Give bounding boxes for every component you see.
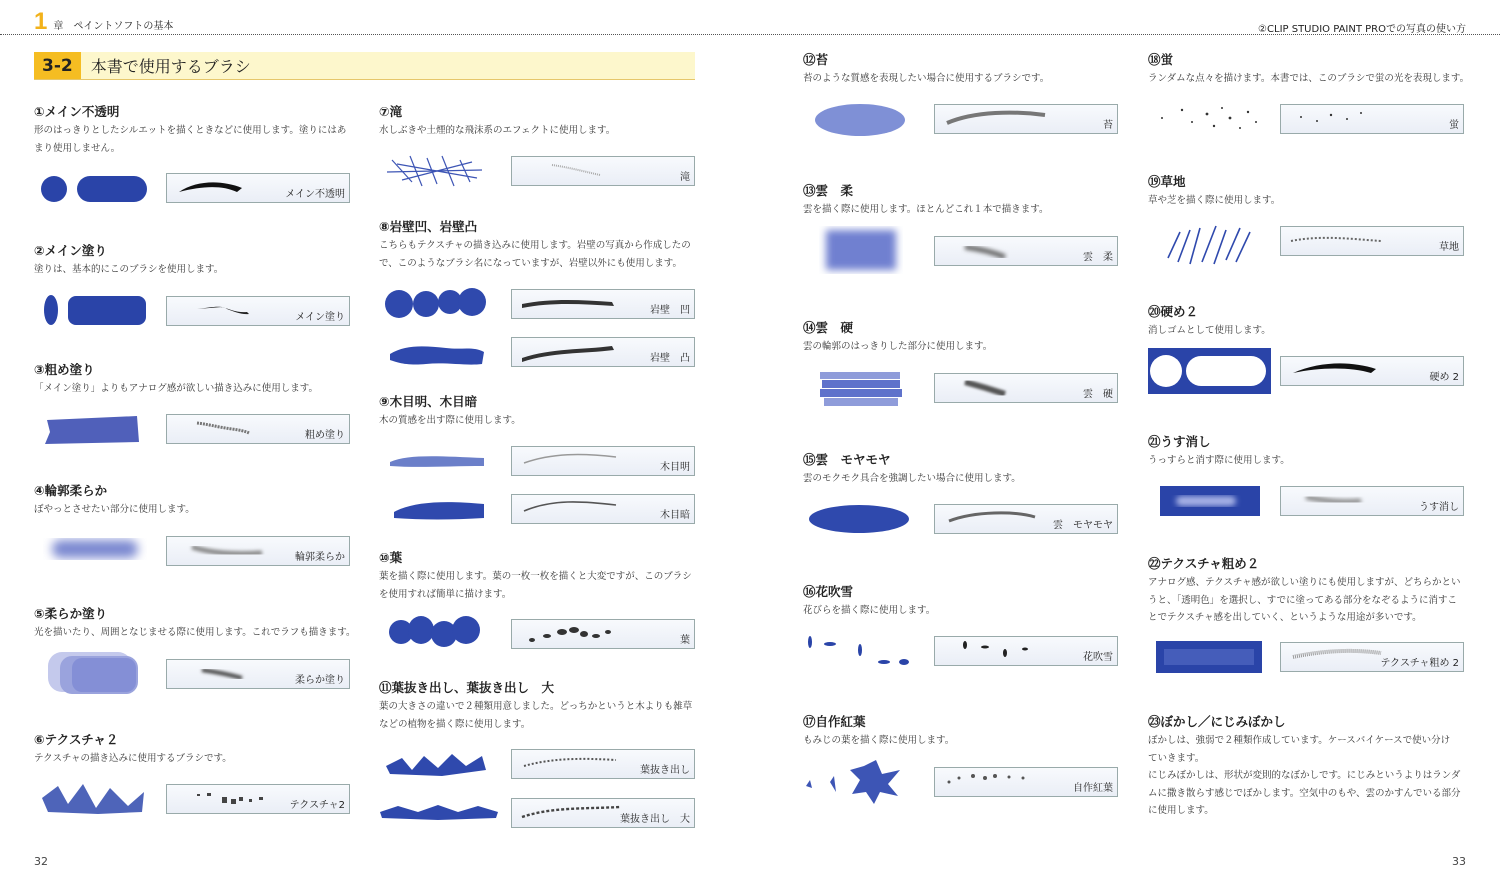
- stroke-preview-label: 岩壁 凸: [650, 353, 690, 364]
- stroke-preview-label: 雲 柔: [1083, 252, 1113, 263]
- brush-entry: [803, 181, 1143, 219]
- stroke-preview: [511, 337, 695, 367]
- brush-entry: [34, 481, 364, 519]
- chapter-number: 1: [34, 8, 48, 35]
- header-divider: [0, 34, 1500, 35]
- stroke-preview-label: 草地: [1439, 242, 1459, 253]
- brush-title: ⑯花吹雪: [803, 584, 854, 599]
- stroke-preview: [511, 749, 695, 779]
- brush-entry: [1148, 302, 1478, 340]
- brush-desc: ぼかしは、強弱で２種類作成しています。ケースバイケースで使い分け ていきます。 にじみぼかしは、形状が変則的なぼかしです。にじみというよりはランダ ムに撒き散らす感じでぼかします。空気中のもや、雲のかすんでいる部分 に使用します。: [1148, 735, 1461, 816]
- brush-desc: 木の質感を出す際に使用します。: [379, 415, 521, 426]
- brush-entry: [379, 548, 709, 603]
- stroke-preview-label: 粗め塗り: [305, 430, 345, 441]
- brush-sample: [388, 450, 488, 470]
- stroke-preview: [511, 446, 695, 476]
- brush-entry: [1148, 172, 1478, 210]
- chapter-word: 章: [53, 21, 64, 32]
- brush-title: ⑥テクスチャ２: [34, 732, 119, 747]
- stroke-preview-label: 自作紅葉: [1073, 783, 1113, 794]
- brush-title: ⑪葉抜き出し、葉抜き出し 大: [379, 680, 555, 695]
- stroke-preview-label: 雲 硬: [1083, 389, 1113, 400]
- stroke-preview: [934, 104, 1118, 134]
- stroke-preview: [511, 156, 695, 186]
- brush-sample: [38, 778, 150, 818]
- brush-entry: [803, 450, 1143, 488]
- brush-desc: ランダムな点々を描けます。本書では、このブラシで蛍の光を表現します。: [1148, 73, 1470, 84]
- stroke-preview-label: 雲 モヤモヤ: [1053, 520, 1113, 531]
- brush-desc: 苔のような質感を表現したい場合に使用するブラシです。: [803, 73, 1050, 84]
- stroke-preview: [1280, 486, 1464, 516]
- brush-entry: [803, 50, 1143, 88]
- stroke-preview: [1280, 356, 1464, 386]
- stroke-preview-label: テクスチャ粗め 2: [1380, 658, 1459, 669]
- section-number: 3-2: [34, 52, 81, 79]
- stroke-preview: [511, 289, 695, 319]
- brush-title: ㉑うす消し: [1148, 434, 1211, 449]
- stroke-preview-label: 蛍: [1449, 120, 1459, 131]
- brush-sample: [384, 282, 488, 326]
- stroke-preview-label: 硬め 2: [1429, 372, 1459, 383]
- stroke-preview: [934, 636, 1118, 666]
- brush-title: ⑤柔らか塗り: [34, 606, 108, 621]
- brush-sample: [42, 412, 142, 448]
- brush-entry: [34, 360, 364, 398]
- stroke-preview-label: 木目明: [660, 462, 690, 473]
- brush-desc: 葉の大きさの違いで２種類用意しました。どっちかというと木よりも雑草 などの植物を描く際に使用します。: [379, 701, 693, 730]
- brush-desc: 形のはっきりとしたシルエットを描くときなどに使用します。塗りにはあ まり使用しません。: [34, 125, 347, 154]
- stroke-preview-label: 葉: [680, 635, 690, 646]
- brush-entry: [803, 318, 1143, 356]
- brush-desc: 雲の輪郭のはっきりした部分に使用します。: [803, 341, 993, 352]
- brush-title: ④輪郭柔らか: [34, 483, 108, 498]
- brush-entry: [379, 102, 709, 140]
- brush-entry: [1148, 50, 1478, 88]
- stroke-preview: [511, 798, 695, 828]
- brush-sample: [804, 756, 916, 806]
- stroke-preview-label: 苔: [1103, 120, 1113, 131]
- brush-entry: [803, 712, 1143, 750]
- brush-title: ⑨木目明、木目暗: [379, 394, 478, 409]
- brush-sample: [816, 368, 904, 412]
- brush-sample: [804, 628, 916, 672]
- brush-desc: もみじの葉を描く際に使用します。: [803, 735, 955, 746]
- brush-title: ⑦滝: [379, 104, 403, 119]
- brush-desc: テクスチャの描き込みに使用するブラシです。: [34, 753, 232, 764]
- brush-title: ⑮雲 モヤモヤ: [803, 452, 891, 467]
- stroke-preview: [934, 504, 1118, 534]
- stroke-preview-label: 輪郭柔らか: [295, 552, 345, 563]
- brush-desc: 花びらを描く際に使用します。: [803, 605, 936, 616]
- stroke-preview-label: メイン不透明: [285, 189, 345, 200]
- brush-entry: [379, 217, 709, 272]
- brush-title: ⑱蛍: [1148, 52, 1174, 67]
- brush-sample: [382, 150, 490, 192]
- brush-sample: [812, 100, 908, 140]
- brush-desc: ぼやっとさせたい部分に使用します。: [34, 504, 195, 515]
- brush-sample: [40, 293, 155, 329]
- stroke-preview: [166, 414, 350, 444]
- brush-sample: [44, 648, 144, 698]
- page-number-right: 33: [1452, 855, 1466, 868]
- brush-sample: [38, 172, 153, 208]
- brush-desc: 光を描いたり、周囲となじませる際に使用します。これでラフも描きます。: [34, 627, 356, 638]
- brush-sample: [386, 340, 488, 370]
- brush-title: ③粗め塗り: [34, 362, 95, 377]
- brush-sample: [1160, 218, 1256, 274]
- brush-sample: [806, 500, 912, 538]
- page-number-left: 32: [34, 855, 48, 868]
- stroke-preview-label: 滝: [680, 172, 690, 183]
- brush-desc: 塗りは、基本的にこのブラシを使用します。: [34, 264, 224, 275]
- stroke-preview-label: うす消し: [1419, 502, 1459, 513]
- brush-entry: [34, 730, 364, 768]
- stroke-preview: [166, 296, 350, 326]
- brush-desc: 葉を描く際に使用します。葉の一枚一枚を描くと大変ですが、このブラシ を使用すれば簡単に描けます。: [379, 571, 692, 600]
- brush-title: ⑲草地: [1148, 174, 1186, 189]
- right-page-header: ②CLIP STUDIO PAINT PROでの写真の使い方: [1258, 24, 1466, 35]
- stroke-preview-label: テクスチャ2: [289, 800, 345, 811]
- stroke-preview-label: 柔らか塗り: [295, 675, 345, 686]
- brush-entry: [1148, 712, 1478, 820]
- brush-title: ⑧岩壁凹、岩壁凸: [379, 219, 478, 234]
- brush-sample: [818, 222, 904, 280]
- stroke-preview-label: 岩壁 凹: [650, 305, 690, 316]
- brush-title: ⑬雲 柔: [803, 183, 854, 198]
- brush-sample: [392, 498, 488, 522]
- brush-entry: [1148, 554, 1478, 627]
- section-title-bar: [34, 52, 695, 80]
- brush-title: ①メイン不透明: [34, 104, 120, 119]
- brush-desc: うっすらと消す際に使用します。: [1148, 455, 1290, 466]
- stroke-preview-label: メイン塗り: [295, 312, 345, 323]
- stroke-preview: [511, 619, 695, 649]
- brush-desc: 水しぶきや土煙的な飛沫系のエフェクトに使用します。: [379, 125, 616, 136]
- stroke-preview: [934, 373, 1118, 403]
- stroke-preview: [1280, 104, 1464, 134]
- brush-sample: [1160, 486, 1260, 516]
- brush-entry: [379, 678, 709, 733]
- stroke-preview: [166, 784, 350, 814]
- stroke-preview: [511, 494, 695, 524]
- stroke-preview: [166, 536, 350, 566]
- stroke-preview: [934, 767, 1118, 797]
- brush-desc: 雲のモクモク具合を強調したい場合に使用します。: [803, 473, 1021, 484]
- brush-desc: 雲を描く際に使用します。ほとんどこれ１本で描きます。: [803, 204, 1049, 215]
- stroke-preview: [934, 236, 1118, 266]
- brush-title: ⑭雲 硬: [803, 320, 854, 335]
- brush-sample: [1152, 100, 1264, 140]
- chapter-header: [34, 10, 173, 34]
- brush-entry: [34, 102, 364, 157]
- brush-title: ㉒テクスチャ粗め２: [1148, 556, 1260, 571]
- stroke-preview-label: 葉抜き出し 大: [620, 814, 690, 825]
- brush-title: ⑫苔: [803, 52, 829, 67]
- brush-entry: [803, 582, 1143, 620]
- brush-sample: [386, 612, 490, 652]
- stroke-preview-label: 木目暗: [660, 510, 690, 521]
- brush-entry: [379, 392, 709, 430]
- brush-sample: [382, 746, 492, 780]
- stroke-preview-label: 花吹雪: [1083, 652, 1113, 663]
- brush-sample: [1156, 641, 1262, 673]
- brush-desc: こちらもテクスチャの描き込みに使用します。岩壁の写真から作成したの で、このようなブラシ名になっていますが、岩壁以外にも使用します。: [379, 240, 691, 269]
- brush-title: ⑳硬め２: [1148, 304, 1199, 319]
- chapter-title: ペイントソフトの基本: [73, 21, 174, 32]
- section-title: 本書で使用するブラシ: [90, 57, 251, 76]
- brush-entry: [1148, 432, 1478, 470]
- brush-title: ②メイン塗り: [34, 243, 107, 258]
- brush-entry: [34, 604, 364, 642]
- brush-desc: 消しゴムとして使用します。: [1148, 325, 1271, 336]
- brush-title: ⑩葉: [379, 550, 403, 565]
- stroke-preview: [1280, 642, 1464, 672]
- stroke-preview: [166, 173, 350, 203]
- stroke-preview-label: 葉抜き出し: [640, 765, 690, 776]
- stroke-preview: [1280, 226, 1464, 256]
- brush-entry: [34, 241, 364, 279]
- brush-sample: [40, 530, 150, 570]
- brush-sample: [378, 800, 500, 824]
- brush-desc: アナログ感、テクスチャ感が欲しい塗りにも使用しますが、どちらかとい うと、「透明色」を選択し、すでに塗ってある部分をなぞるように消すこ とでテクスチャ感を出していく、というような用途が多いです。: [1148, 577, 1461, 623]
- brush-sample: [1148, 348, 1271, 394]
- stroke-preview: [166, 659, 350, 689]
- brush-desc: 草や芝を描く際に使用します。: [1148, 195, 1281, 206]
- brush-desc: 「メイン塗り」よりもアナログ感が欲しい描き込みに使用します。: [34, 383, 319, 394]
- brush-title: ㉓ぼかし／にじみぼかし: [1148, 714, 1286, 729]
- brush-title: ⑰自作紅葉: [803, 714, 866, 729]
